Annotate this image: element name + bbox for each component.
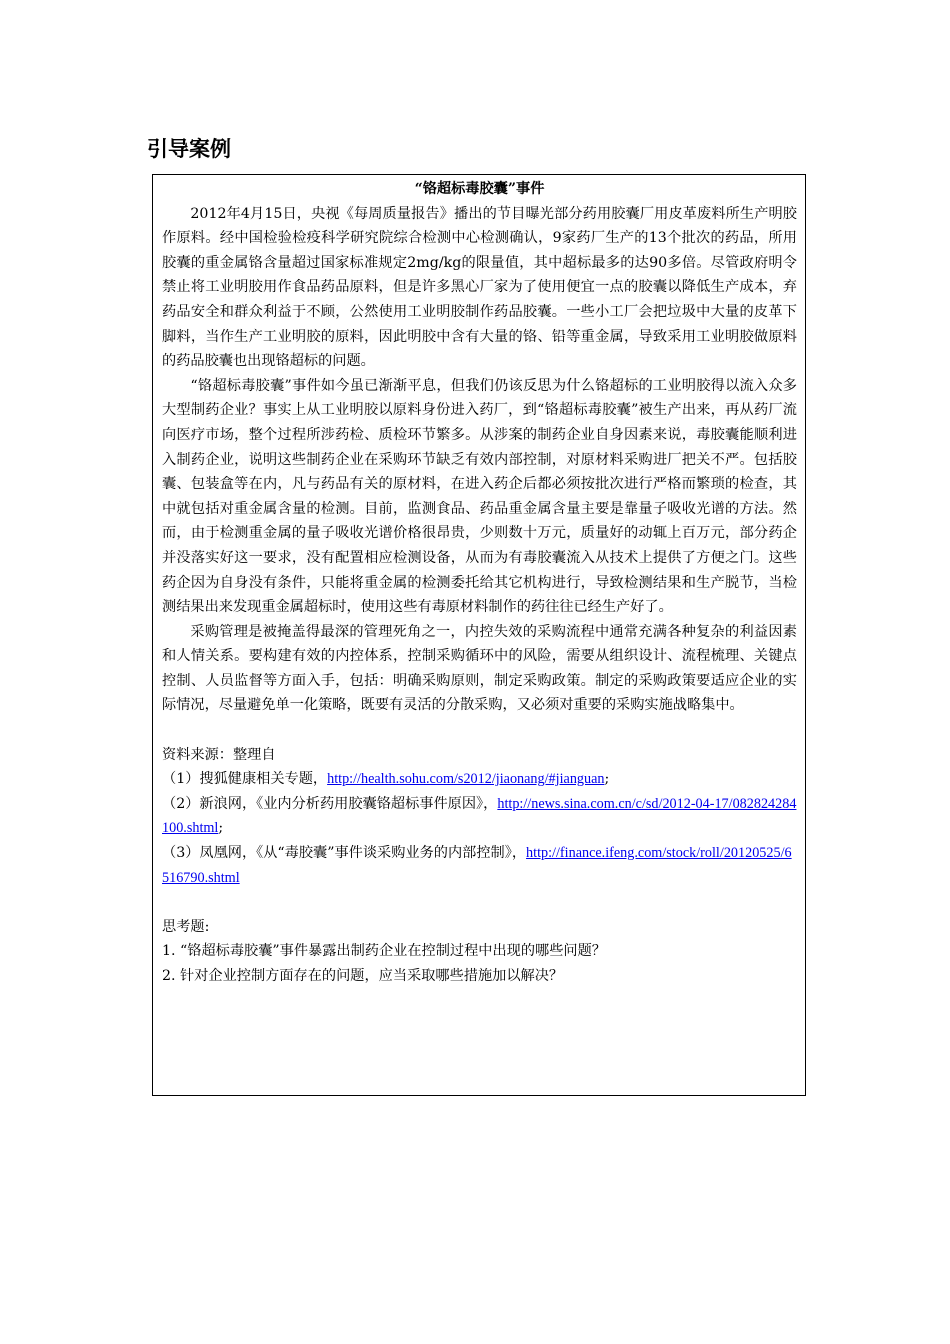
source-item-3-link[interactable]: http://finance.ifeng.com/stock/roll/20120525/6516790.shtml	[162, 845, 792, 886]
spacer	[162, 718, 797, 743]
source-item-2	[162, 792, 797, 841]
source-item-2-link[interactable]: http://news.sina.com.cn/c/sd/2012-04-17/082824284100.shtml	[162, 795, 797, 837]
case-paragraph-2: “铬超标毒胶囊”事件如今虽已渐渐平息，但我们仍该反思为什么铬超标的工业明胶得以流入众多大型制药企业？事实上从工业明胶以原料身份进入药厂，到“铬超标毒胶囊”被生产出来，再从药厂流向医疗市场，整个过程所涉药检、质检环节繁多。从涉案的制药企业自身因素来说，毒胶囊能顺利进入制药企业，说明这些制药企业在采购环节缺乏有效内部控制，对原材料采购进厂把关不严。包括胶囊、包装盒等在内，凡与药品有关的原材料，在进入药企后都必须按批次进行严格而繁琐的检查，其中就包括对重金属含量的检测。目前，监测食品、药品重金属含量主要是靠量子吸收光谱的方法。然而，由于检测重金属的量子吸收光谱价格很昂贵，少则数十万元，质量好的动辄上百万元，部分药企并没落实好这一要求，没有配置相应检测设备，从而为有毒胶囊流入从技术上提供了方便之门。这些药企因为自身没有条件，只能将重金属的检测委托给其它机构进行，导致检测结果和生产脱节，当检测结果出来发现重金属超标时，使用这些有毒原材料制作的药往往已经生产好了。	[162, 377, 797, 616]
question-item-2: 2. 针对企业控制方面存在的问题，应当采取哪些措施加以解决？	[162, 968, 564, 984]
section-heading: 引导案例	[147, 137, 231, 161]
case-paragraph-3: 采购管理是被掩盖得最深的管理死角之一，内控失效的采购流程中通常充满各种复杂的利益因素和人情关系。要构建有效的内控体系，控制采购循环中的风险，需要从组织设计、流程梳理、关键点控制、人员监督等方面入手，包括：明确采购原则，制定采购政策。制定的采购政策要适应企业的实际情况，尽量避免单一化策略，既要有灵活的分散采购，又必须对重要的采购实施战略集中。	[162, 623, 797, 714]
source-item-1-suffix: ;	[604, 771, 610, 788]
source-item-3	[162, 841, 797, 890]
case-paragraph-1: 2012年4月15日，央视《每周质量报告》播出的节目曝光部分药用胶囊厂用皮革废料所生产明胶作原料。经中国检验检疫科学研究院综合检测中心检测确认，9家药厂生产的13个批次的药品，所用胶囊的重金属铬含量超过国家标准规定2mg/kg的限量值，其中超标最多的达90多倍。尽管政府明令禁止将工业明胶用作食品药品原料，但是许多黑心厂家为了使用便宜一点的胶囊以降低生产成本，弃药品安全和群众利益于不顾，公然使用工业明胶制作药品胶囊。一些小工厂会把垃圾中大量的皮革下脚料，当作生产工业明胶的原料，因此明胶中含有大量的铬、铅等重金属，导致采用工业明胶做原料的药品胶囊也出现铬超标的问题。	[162, 205, 797, 370]
question-item-1: 1. “铬超标毒胶囊”事件暴露出制药企业在控制过程中出现的哪些问题？	[162, 943, 606, 960]
sources-label: 资料来源：整理自	[162, 746, 276, 763]
case-title: “铬超标毒胶囊”事件	[414, 181, 545, 197]
source-item-1-link[interactable]: http://health.sohu.com/s2012/jiaonang/#jianguan	[327, 771, 605, 788]
source-item-3-text: （3）凤凰网，《从“毒胶囊”事件谈采购业务的内部控制》，	[162, 845, 527, 862]
case-box	[152, 174, 806, 1096]
spacer	[162, 890, 797, 915]
source-item-2-suffix: ;	[218, 820, 224, 837]
source-item-2-text: （2）新浪网，《业内分析药用胶囊铬超标事件原因》，	[162, 795, 498, 812]
questions-label: 思考题:	[162, 918, 210, 935]
source-item-1	[162, 767, 797, 792]
source-item-1-text: （1）搜狐健康相关专题，	[162, 771, 328, 788]
